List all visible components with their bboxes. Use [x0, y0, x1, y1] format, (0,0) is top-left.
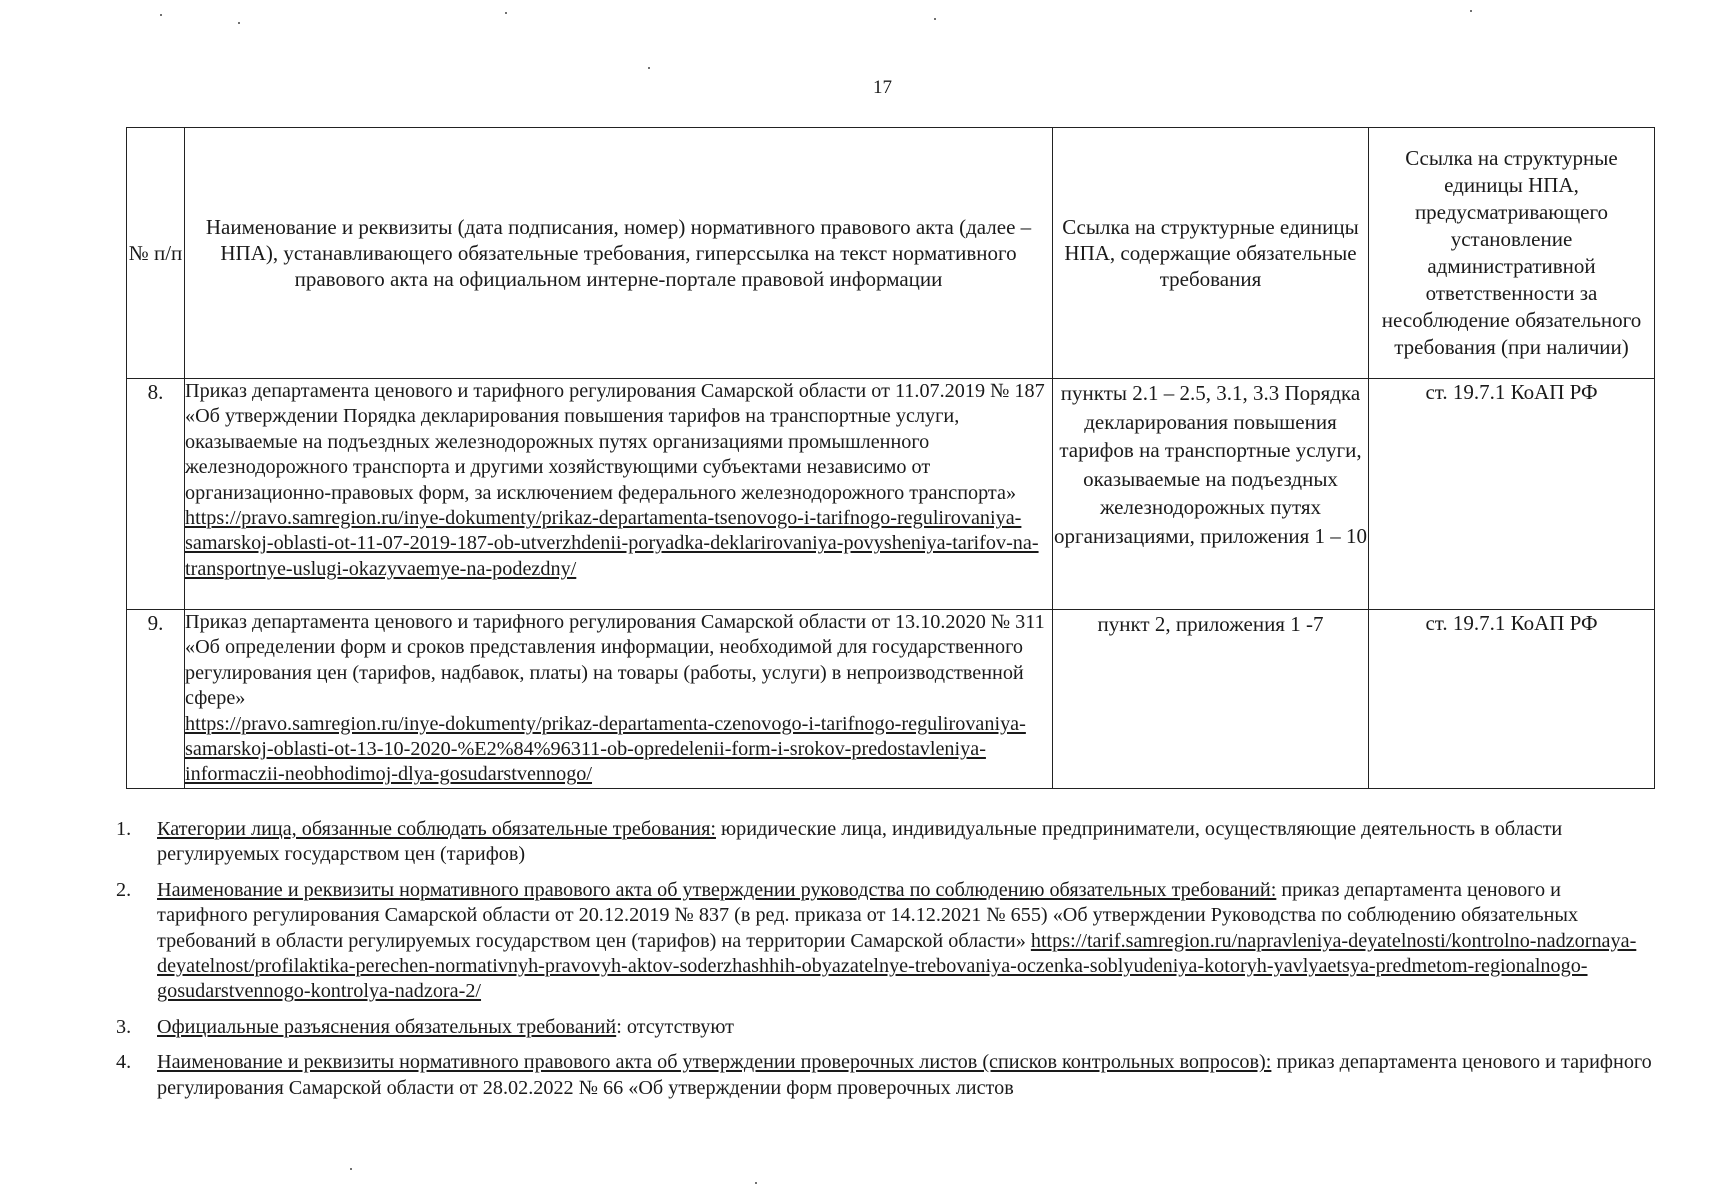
row-number: 8. — [127, 379, 185, 610]
scan-speck — [160, 14, 162, 16]
note-number: 1. — [116, 818, 132, 840]
scan-speck — [350, 1168, 352, 1170]
note-link[interactable]: https://tarif.samregion.ru/napravleniya-deyatelnosti/kontrolno-nadzornaya-deyatelnost/profilaktika-perechen-normativnyh-pravovyh-aktov-soderzhashhih-obyazatelnye-trebovaniya-oczenka-soblyudeniya-kotoryh-yavlyaetsya-predmetom-regionalnogo-gosudarstvennogo-kontrolya-nadzora-2/ — [157, 929, 1637, 1003]
scan-speck — [648, 67, 650, 69]
act-cell — [185, 610, 1053, 789]
note-heading: Наименование и реквизиты нормативного правового акта об утверждении руководства по соблюдению обязательных требований: — [157, 878, 1277, 901]
row-number: 9. — [127, 610, 185, 789]
requirements-table — [126, 127, 1655, 789]
note-text: : отсутствуют — [616, 1015, 734, 1038]
note-heading: Наименование и реквизиты нормативного правового акта об утверждении проверочных листов (списков контрольных вопросов): — [157, 1051, 1272, 1074]
act-title: Приказ департамента ценового и тарифного регулирования Самарской области от 11.07.2019 № 187 «Об утверждении Порядка декларирования повышения тарифов на транспортные услуги, оказываемые на подъездных железнодорожных путях организациями промышленного железнодорожного транспорта и другими хозяйствующими субъектами независимо от организационно-правовых форм, за исключением федерального железнодорожного транспорта» — [185, 380, 1045, 504]
scan-speck — [934, 18, 936, 20]
header-structural-units: Ссылка на структурные единицы НПА, содержащие обязательные требования — [1053, 128, 1369, 379]
note-text: приказ департамента ценового и тарифного регулирования Самарской области от 20.12.2019 № 837 (в ред. приказа от 14.12.2021 № 655) «Об утверждении Руководства по соблюдению обязательных требований в области регулируемых государством цен (тарифов) на территории Самарской области» — [157, 878, 1579, 952]
table-row — [127, 379, 1655, 610]
page-number: 17 — [873, 77, 892, 98]
liability-cell: ст. 19.7.1 КоАП РФ — [1369, 379, 1655, 610]
note-text: юридические лица, индивидуальные предприниматели, осуществляющие деятельность в области регулируемых государством цен (тарифов) — [157, 818, 1563, 866]
header-num: № п/п — [127, 128, 185, 379]
list-item — [116, 817, 1656, 868]
note-heading: Категории лица, обязанные соблюдать обязательные требования: — [157, 818, 716, 840]
note-number: 3. — [116, 1015, 132, 1038]
act-title: Приказ департамента ценового и тарифного регулирования Самарской области от 13.10.2020 № 311 «Об определении форм и сроков представления информации, необходимой для государственного регулирования цен (тарифов, надбавок, платы) на товары (работы, услуги) в непроизводственной сфере» — [185, 611, 1045, 710]
notes-list — [116, 817, 1656, 1111]
scan-speck — [755, 1182, 757, 1184]
table-header-row — [127, 128, 1655, 379]
table-row — [127, 610, 1655, 789]
structural-units-cell: пункты 2.1 – 2.5, 3.1, 3.3 Порядка декларирования повышения тарифов на транспортные услуги, оказываемые на подъездных железнодорожных путях организациями, приложения 1 – 10 — [1053, 379, 1369, 610]
list-item — [116, 878, 1656, 1005]
header-liability-units: Ссылка на структурные единицы НПА, предусматривающего установление административной ответственности за несоблюдение обязательного требования (при наличии) — [1369, 128, 1655, 379]
scan-speck — [238, 22, 240, 24]
note-text: приказ департамента ценового и тарифного регулирования Самарской области от 28.02.2022 № 66 «Об утверждении форм проверочных листов — [157, 1051, 1652, 1099]
scan-speck — [505, 12, 507, 14]
scan-speck — [1470, 10, 1472, 12]
act-link[interactable]: https://pravo.samregion.ru/inye-dokumenty/prikaz-departamenta-czenovogo-i-tarifnogo-regulirovaniya-samarskoj-oblasti-ot-13-10-2020-%E2%84%96311-ob-opredelenii-form-i-srokov-predostavleniya-informaczii-neobhodimoj-dlya-gosudarstvennogo/ — [185, 712, 1026, 786]
structural-units-cell: пункт 2, приложения 1 -7 — [1053, 610, 1369, 789]
note-number: 4. — [116, 1051, 132, 1074]
header-act-name: Наименование и реквизиты (дата подписания, номер) нормативного правового акта (далее – НПА), устанавливающего обязательные требования, гиперссылка на текст нормативного правового акта на официальном интерне-портале правовой информации — [185, 128, 1053, 379]
note-heading: Официальные разъяснения обязательных требований — [157, 1015, 617, 1038]
liability-cell: ст. 19.7.1 КоАП РФ — [1369, 610, 1655, 789]
list-item — [116, 1015, 1656, 1040]
act-cell — [185, 379, 1053, 610]
list-item — [116, 1050, 1656, 1101]
note-number: 2. — [116, 878, 132, 901]
act-link[interactable]: https://pravo.samregion.ru/inye-dokumenty/prikaz-departamenta-tsenovogo-i-tarifnogo-regulirovaniya-samarskoj-oblasti-ot-11-07-2019-187-ob-utverzhdenii-poryadka-deklarirovaniya-povysheniya-tarifov-na-transportnye-uslugi-okazyvaemye-na-podezdny/ — [185, 507, 1039, 580]
